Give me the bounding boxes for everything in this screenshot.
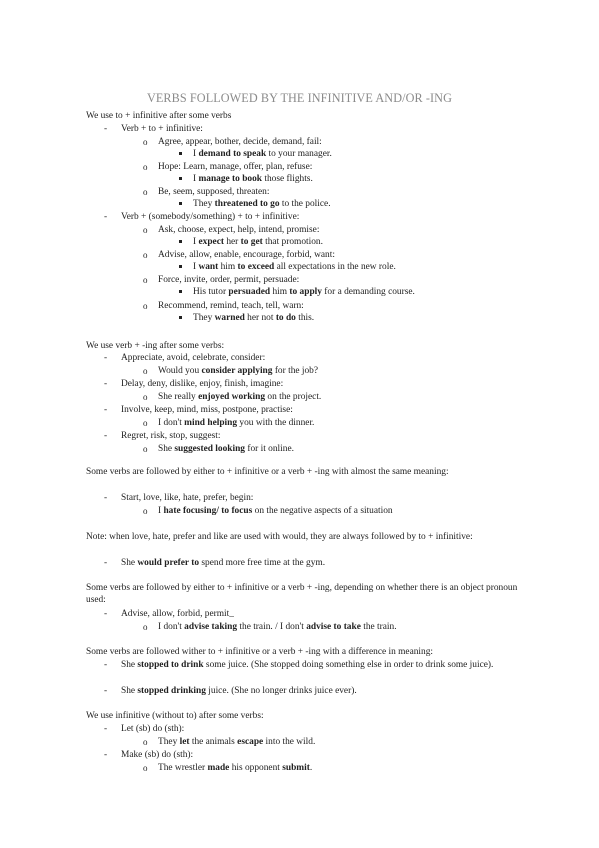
- example-sentence: They warned her not to do this.: [193, 313, 315, 323]
- example-sentence: They let the animals escape into the wild.: [158, 737, 316, 747]
- verb-list: Be, seem, supposed, threaten:: [158, 187, 270, 197]
- example-sentence: I hate focusing/ to focus on the negative aspects of a situation: [158, 506, 393, 516]
- circle-bullet: o: [143, 392, 148, 402]
- section-note-would: Note: when love, hate, prefer and like are used with would, they are always followed by to + infinitive:: [86, 532, 473, 542]
- verb-list: Regret, risk, stop, suggest:: [121, 431, 221, 441]
- section-intro-object-pronoun: Some verbs are followed by either to + infinitive or a verb + -ing, depending on whether there is an object pronoun used:: [86, 583, 518, 606]
- verb-list: Appreciate, avoid, celebrate, consider:: [121, 353, 266, 363]
- section-intro-bare-infinitive: We use infinitive (without to) after some verbs:: [86, 711, 264, 721]
- group-heading: Verb + (somebody/something) + to + infinitive:: [121, 212, 300, 222]
- circle-bullet: o: [143, 250, 148, 260]
- example-sentence: I don't advise taking the train. / I don't advise to take the train.: [158, 622, 397, 632]
- example-sentence: She really enjoyed working on the project.: [158, 392, 322, 402]
- section-intro-same-meaning: Some verbs are followed by either to + infinitive or a verb + -ing with almost the same meaning:: [86, 467, 449, 477]
- example-sentence: They threatened to go to the police.: [193, 199, 331, 209]
- verb-list: Ask, choose, expect, help, intend, promise:: [158, 225, 320, 235]
- example-sentence: I expect her to get that promotion.: [193, 237, 323, 247]
- example-sentence: I don't mind helping you with the dinner.: [158, 418, 315, 428]
- square-bullet-icon: [179, 316, 182, 319]
- example-sentence: I demand to speak to your manager.: [193, 149, 332, 159]
- example-sentence: She suggested looking for it online.: [158, 444, 294, 454]
- verb-list: Recommend, remind, teach, tell, warn:: [158, 301, 304, 311]
- dash-bullet: -: [104, 660, 108, 670]
- dash-bullet: -: [104, 493, 108, 503]
- circle-bullet: o: [143, 275, 148, 285]
- section-intro-difference-meaning: Some verbs are followed wither to + infinitive or a verb + -ing with a difference in meaning:: [86, 647, 434, 657]
- square-bullet-icon: [179, 202, 182, 205]
- circle-bullet: o: [143, 225, 148, 235]
- verb-list: Advise, allow, enable, encourage, forbid, want:: [158, 250, 335, 260]
- example-sentence: The wrestler made his opponent submit.: [158, 763, 313, 773]
- section-intro-ing: We use verb + -ing after some verbs:: [86, 341, 225, 351]
- example-sentence: She stopped to drink some juice. (She stopped doing something else in order to drink some juice).: [121, 660, 494, 670]
- verb-list: Start, love, like, hate, prefer, begin:: [121, 493, 254, 503]
- circle-bullet: o: [143, 418, 148, 428]
- dash-bullet: -: [104, 750, 108, 760]
- verb-list: Make (sb) do (sth):: [121, 750, 194, 760]
- verb-list: Let (sb) do (sth):: [121, 724, 185, 734]
- square-bullet-icon: [179, 152, 182, 155]
- verb-list: Advise, allow, forbid, permit_: [121, 609, 234, 619]
- verb-list: Agree, appear, bother, decide, demand, fail:: [158, 137, 322, 147]
- circle-bullet: o: [143, 763, 148, 773]
- circle-bullet: o: [143, 737, 148, 747]
- circle-bullet: o: [143, 137, 148, 147]
- square-bullet-icon: [179, 265, 182, 268]
- example-sentence: I manage to book those flights.: [193, 174, 313, 184]
- circle-bullet: o: [143, 162, 148, 172]
- square-bullet-icon: [179, 290, 182, 293]
- circle-bullet: o: [143, 506, 148, 516]
- example-sentence: She would prefer to spend more free time at the gym.: [121, 558, 326, 568]
- dash-bullet: -: [104, 212, 108, 222]
- dash-bullet: -: [104, 405, 108, 415]
- dash-bullet: -: [104, 724, 108, 734]
- group-heading: Verb + to + infinitive:: [121, 124, 203, 134]
- dash-bullet: -: [104, 379, 108, 389]
- page-title: VERBS FOLLOWED BY THE INFINITIVE AND/OR -ING: [146, 91, 452, 105]
- section-intro-infinitive: We use to + infinitive after some verbs: [86, 111, 232, 121]
- example-sentence: I want him to exceed all expectations in the new role.: [193, 262, 396, 272]
- example-sentence: Would you consider applying for the job?: [158, 366, 319, 376]
- circle-bullet: o: [143, 622, 148, 632]
- dash-bullet: -: [104, 124, 108, 134]
- verb-list: Force, invite, order, permit, persuade:: [158, 275, 300, 285]
- dash-bullet: -: [104, 353, 108, 363]
- example-sentence: His tutor persuaded him to apply for a demanding course.: [193, 287, 415, 297]
- dash-bullet: -: [104, 609, 108, 619]
- circle-bullet: o: [143, 301, 148, 311]
- verb-list: Delay, deny, dislike, enjoy, finish, imagine:: [121, 379, 284, 389]
- dash-bullet: -: [104, 431, 108, 441]
- verb-list: Involve, keep, mind, miss, postpone, practise:: [121, 405, 293, 415]
- dash-bullet: -: [104, 558, 108, 568]
- example-sentence: She stopped drinking juice. (She no longer drinks juice ever).: [121, 686, 357, 696]
- circle-bullet: o: [143, 187, 148, 197]
- square-bullet-icon: [179, 240, 182, 243]
- square-bullet-icon: [179, 177, 182, 180]
- verb-list: Hope: Learn, manage, offer, plan, refuse:: [158, 162, 313, 172]
- circle-bullet: o: [143, 444, 148, 454]
- circle-bullet: o: [143, 366, 148, 376]
- dash-bullet: -: [104, 686, 108, 696]
